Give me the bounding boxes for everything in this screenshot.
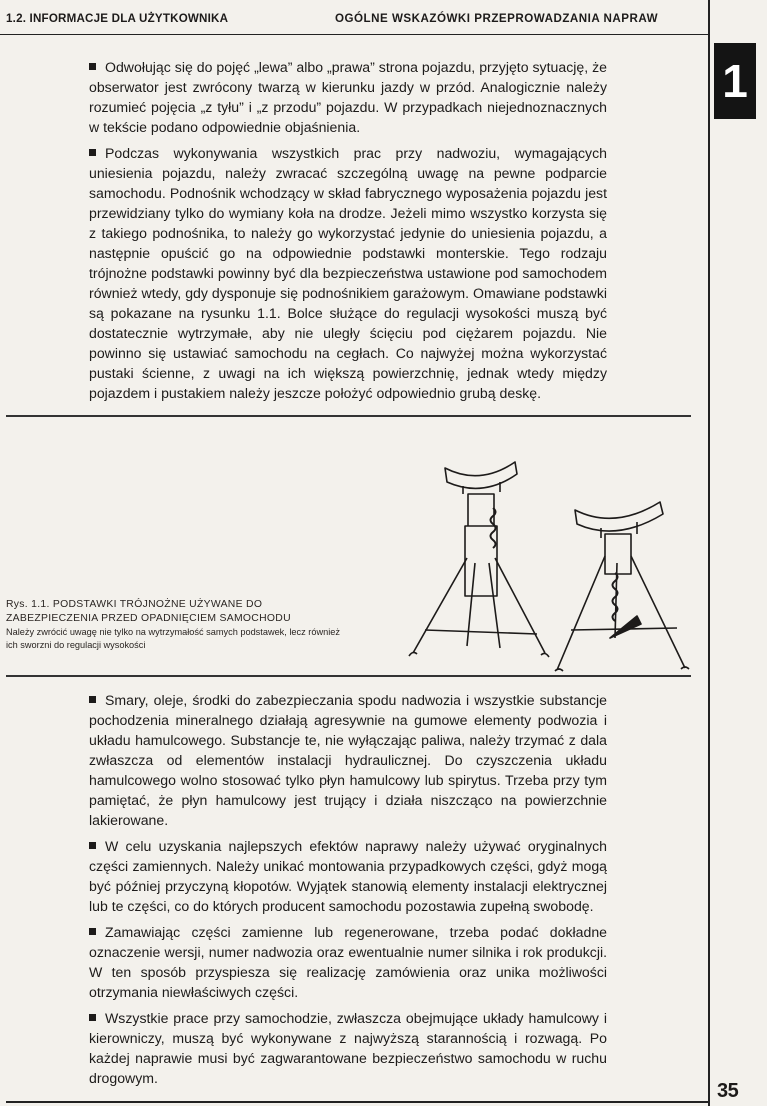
- bullet-icon: [89, 928, 96, 935]
- jack-stands-drawing: [405, 438, 695, 673]
- paragraph-text: Odwołując się do pojęć „lewa” albo „prawa” strona pojazdu, przyjęto sytuację, że obserwator jest zwrócony twarzą w kierunku jazdy w przód. Analogicznie należy rozumieć pojęcia „z tyłu” i „z przodu” pojazdu. W przypadkach niejednoznacznych w tekście podano odpowiednie objaśnienia.: [89, 59, 607, 135]
- figure-title: PODSTAWKI TRÓJNOŻNE UŻYWANE DO ZABEZPIECZENIA PRZED OPADNIĘCIEM SAMOCHODU: [6, 599, 291, 624]
- body-text-bottom: [89, 690, 607, 1094]
- paragraph-text: W celu uzyskania najlepszych efektów naprawy należy używać oryginalnych części zamiennych. Należy unikać montowania przypadkowych części, gdyż mogą być później przyczyną kłopotów. Wyjątek stanowią elementy instalacji elektrycznej lub te części, co do których producent samochodu pozostawia zupełną swobodę.: [89, 838, 607, 914]
- bullet-icon: [89, 1014, 96, 1021]
- chapter-tab: 1: [714, 43, 756, 119]
- margin-rule: [708, 0, 710, 1106]
- bullet-icon: [89, 63, 96, 70]
- figure-top-rule: [6, 415, 691, 417]
- chapter-title: OGÓLNE WSKAZÓWKI PRZEPROWADZANIA NAPRAW: [335, 12, 659, 25]
- figure-bottom-rule: [6, 675, 691, 677]
- paragraph: [89, 57, 607, 137]
- page-header: [0, 0, 708, 35]
- paragraph-text: Podczas wykonywania wszystkich prac przy nadwoziu, wymagających uniesienia pojazdu, należy zwracać szczególną uwagę na pewne podparcie samochodu. Podnośnik wchodzący w skład fabrycznego wyposażenia pojazdu jest przewidziany tylko do wymiany koła na drodze. Jeżeli mimo wszystko korzysta się z takiego podnośnika, to należy go wykorzystać jedynie do uniesienia pojazdu, a następnie opuścić go na odpowiednie podstawki monterskie. Tego rodzaju trójnożne podstawki powinny być dla bezpieczeństwa ustawione pod samochodem również wtedy, gdy dysponuje się podnośnikiem garażowym. Omawiane podstawki są pokazane na rysunku 1.1. Bolce służące do regulacji wysokości muszą być dostatecznie wytrzymałe, aby nie uległy ścięciu pod ciężarem pojazdu. Nie powinno się ustawiać samochodu na cegłach. Co najwyżej można wykorzystać pustaki ścienne, z uwagi na ich większą powierzchnię, jednak wtedy między pojazdem i pustakiem należy jeszcze położyć odpowiednio grubą deskę.: [89, 145, 607, 401]
- paragraph-text: Zamawiając części zamienne lub regenerowane, trzeba podać dokładne oznaczenie wersji, numer nadwozia oraz ewentualnie numer silnika i rok produkcji. W ten sposób przyspiesza się realizację zamówienia oraz unika możliwości otrzymania niewłaściwych części.: [89, 924, 607, 1000]
- section-title: 1.2. INFORMACJE DLA UŻYTKOWNIKA: [6, 12, 229, 25]
- paragraph: [89, 690, 607, 830]
- paragraph: [89, 836, 607, 916]
- page-number: 35: [717, 1080, 739, 1102]
- figure-illustration: [405, 438, 695, 673]
- figure-note: Należy zwrócić uwagę nie tylko na wytrzymałość samych podstawek, lecz również ich sworzni do regulacji wysokości: [6, 627, 340, 650]
- bullet-icon: [89, 696, 96, 703]
- figure-label: Rys. 1.1.: [6, 599, 50, 610]
- paragraph: [89, 143, 607, 403]
- figure-caption: [6, 598, 346, 652]
- paragraph-text: Smary, oleje, środki do zabezpieczania spodu nadwozia i wszystkie substancje pochodzenia mineralnego działają agresywnie na gumowe elementy podwozia i układu hamulcowego. Substancje te, nie wyłączając paliwa, należy trzymać z dala zwłaszcza od elementów instalacji hydraulicznej. Do czyszczenia układu hamulcowego wolno stosować tylko płyn hamulcowy lub spirytus. Trzeba przy tym pamiętać, że płyn hamulcowy jest trujący i działa niszcząco na powierzchnie lakierowane.: [89, 692, 607, 828]
- body-text-top: [89, 57, 607, 409]
- bullet-icon: [89, 149, 96, 156]
- footer-rule: [6, 1101, 708, 1103]
- paragraph: [89, 1008, 607, 1088]
- paragraph-text: Wszystkie prace przy samochodzie, zwłaszcza obejmujące układy hamulcowy i kierowniczy, muszą być wykonywane z najwyższą starannością i rozwagą. Po każdej naprawie musi być zagwarantowane bezpieczeństwo samochodu w ruchu drogowym.: [89, 1010, 607, 1086]
- bullet-icon: [89, 842, 96, 849]
- paragraph: [89, 922, 607, 1002]
